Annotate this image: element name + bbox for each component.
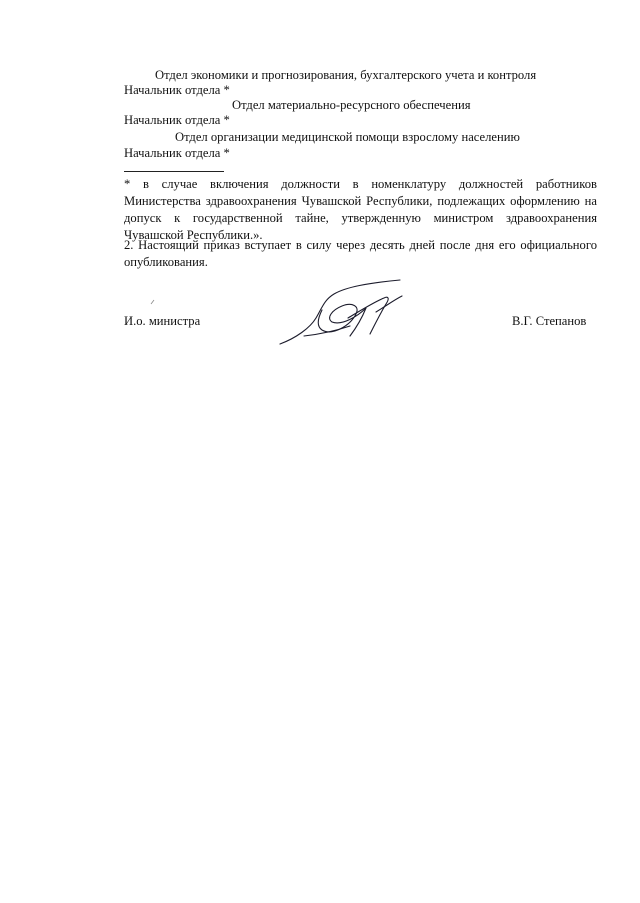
department-position: Начальник отдела * [124,83,230,97]
handwritten-signature [276,278,426,348]
department-position: Начальник отдела * [124,146,230,160]
department-name: Отдел экономики и прогнозирования, бухгалтерского учета и контроля [155,68,537,82]
department-name: Отдел материально-ресурсного обеспечения [232,98,471,112]
footnote-text: * в случае включения должности в номенклатуру должностей работников Министерства здравоохранения Чувашской Республики, подлежащих оформлению на допуск к государственной тайне, утвержденную министром здравоохранения Чувашской Республики.». [124,177,597,242]
scan-speck [150,299,156,305]
department-name: Отдел организации медицинской помощи взрослому населению [175,130,520,144]
department-position: Начальник отдела * [124,113,230,127]
footnote-separator [124,171,224,172]
signatory-name: В.Г. Степанов [512,314,587,328]
clause-2-text: 2. Настоящий приказ вступает в силу через десять дней после дня его официального опубликования. [124,238,597,269]
signatory-title: И.о. министра [124,314,201,328]
